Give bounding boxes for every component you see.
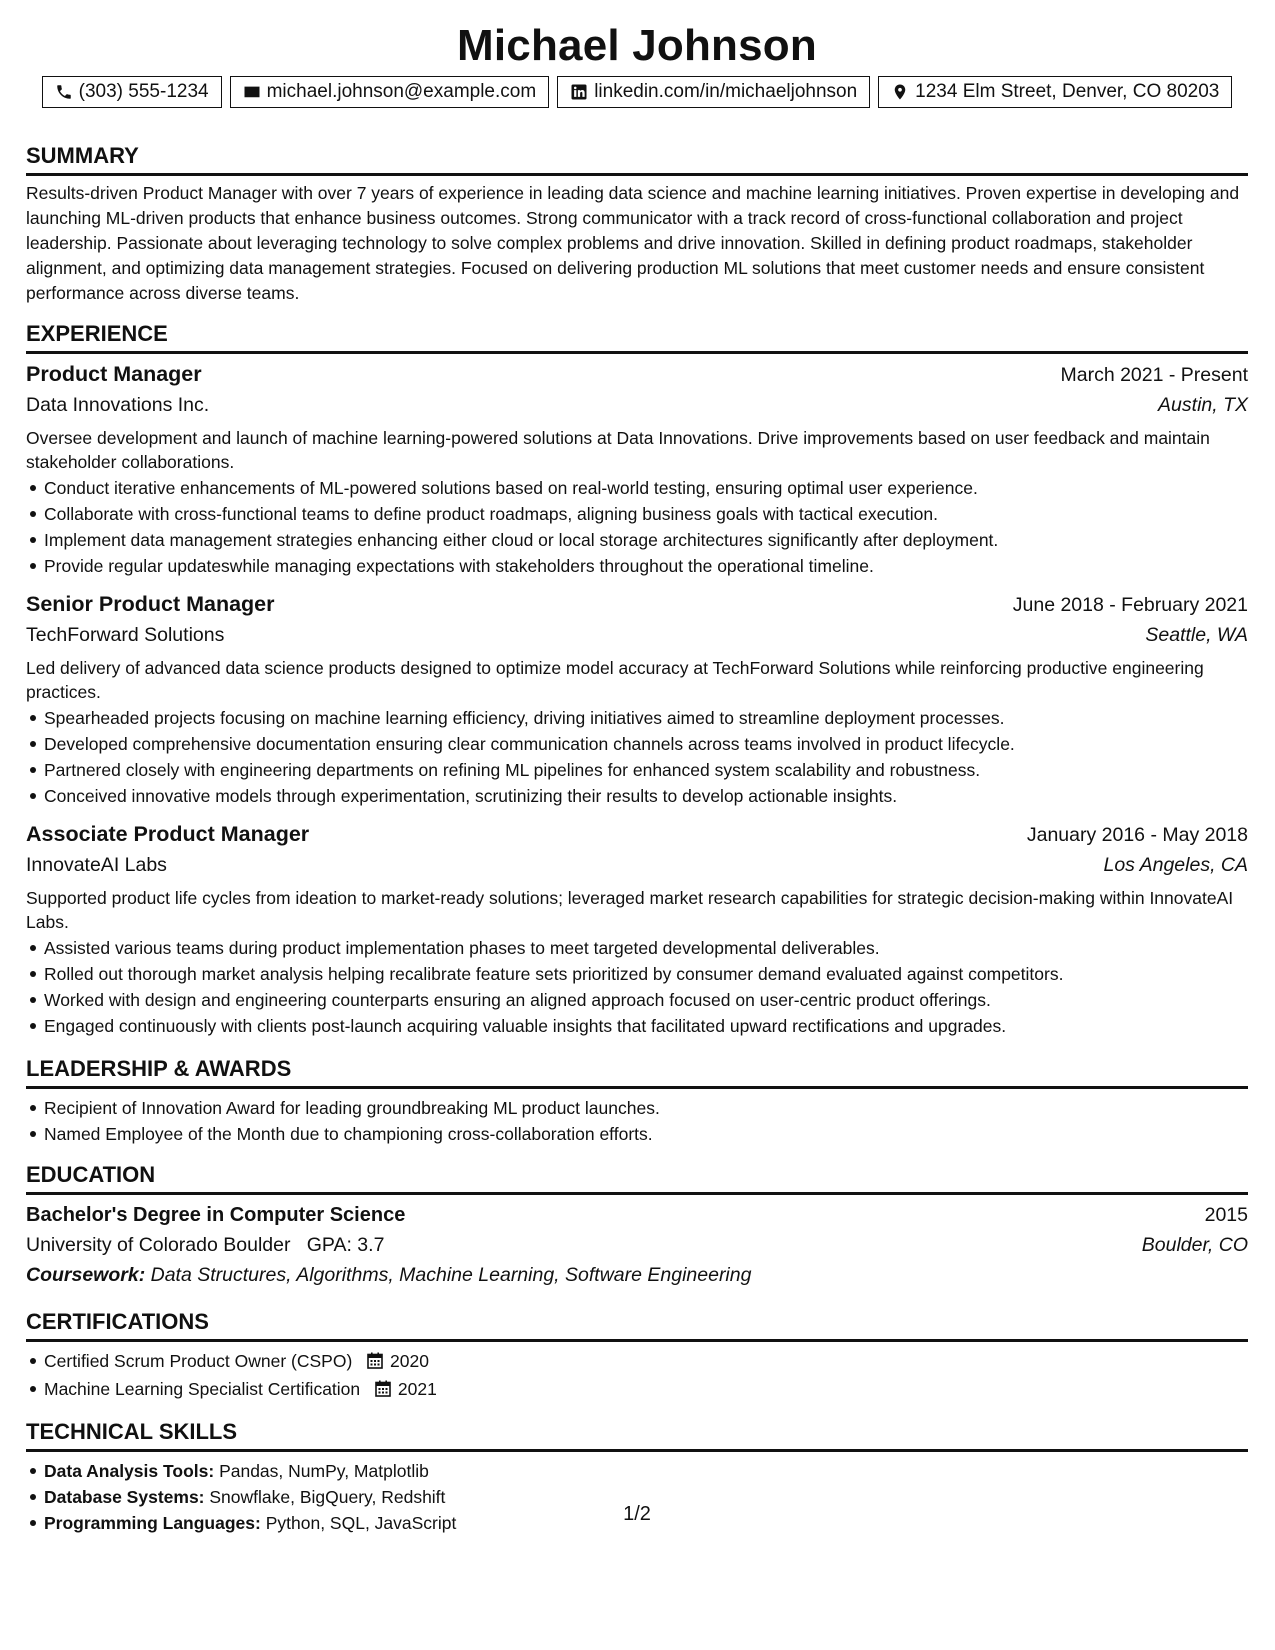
list-item: Implement data management strategies enhancing either cloud or local storage architectures significantly after deployment. bbox=[44, 527, 1248, 553]
coursework-text: Data Structures, Algorithms, Machine Learning, Software Engineering bbox=[150, 1264, 752, 1286]
list-item: Engaged continuously with clients post-launch acquiring valuable insights that facilitated upward rectifications and upgrades. bbox=[44, 1013, 1248, 1039]
skill-value: Pandas, NumPy, Matplotlib bbox=[219, 1461, 429, 1481]
list-item: Spearheaded projects focusing on machine learning efficiency, driving initiatives aimed to streamline deployment processes. bbox=[44, 705, 1248, 731]
job-location: Seattle, WA bbox=[1145, 624, 1248, 646]
job-title: Associate Product Manager bbox=[26, 822, 310, 846]
linkedin-icon bbox=[570, 83, 588, 101]
summary-text: Results-driven Product Manager with over 7 years of experience in leading data science and machine learning initiatives. Proven expertise in developing and launching ML-driven products that enhance business outcomes. Strong communicator with a track record of cross-functional collaboration and project leadership. Passionate about leveraging technology to solve complex problems and drive innovation. Skilled in defining product roadmaps, stakeholder alignment, and optimizing data management strategies. Focused on delivering production ML solutions that meet customer needs and ensure consistent performance across diverse teams. bbox=[26, 183, 1240, 303]
skill-label: Database Systems: bbox=[44, 1487, 205, 1507]
list-item: Developed comprehensive documentation ensuring clear communication channels across teams involved in product lifecycle. bbox=[44, 731, 1248, 757]
address-contact[interactable] bbox=[878, 76, 1232, 108]
graduation-year: 2015 bbox=[1204, 1204, 1248, 1226]
job-description: Oversee development and launch of machine learning-powered solutions at Data Innovations. Drive improvements based on user feedback and maintain stakeholder collaborations. bbox=[26, 428, 1210, 472]
job-entry bbox=[26, 819, 1248, 1039]
job-dates: March 2021 - Present bbox=[1060, 364, 1248, 386]
email-contact[interactable] bbox=[230, 76, 550, 108]
school-location: Boulder, CO bbox=[1141, 1234, 1248, 1256]
section-title: EXPERIENCE bbox=[26, 320, 1248, 354]
certifications-list bbox=[26, 1348, 1248, 1404]
list-item: Partnered closely with engineering departments on refining ML pipelines for enhanced system scalability and robustness. bbox=[44, 757, 1248, 783]
experience-section bbox=[26, 320, 1248, 1039]
company-name: InnovateAI Labs bbox=[26, 854, 167, 876]
certification-name: Certified Scrum Product Owner (CSPO) bbox=[44, 1351, 353, 1371]
page-number: 1/2 bbox=[623, 1503, 651, 1525]
leadership-section bbox=[26, 1055, 1248, 1147]
coursework-label: Coursework: bbox=[26, 1264, 146, 1286]
resume-page bbox=[26, 18, 1248, 1536]
school-line bbox=[26, 1230, 384, 1260]
company-name: TechForward Solutions bbox=[26, 624, 225, 646]
job-entry bbox=[26, 589, 1248, 809]
job-title: Product Manager bbox=[26, 362, 202, 386]
phone-contact[interactable] bbox=[42, 76, 222, 108]
section-title: EDUCATION bbox=[26, 1161, 1248, 1195]
section-title: SUMMARY bbox=[26, 142, 1248, 176]
job-dates: June 2018 - February 2021 bbox=[1012, 594, 1248, 616]
skill-value: Python, SQL, JavaScript bbox=[265, 1513, 457, 1533]
certifications-section bbox=[26, 1308, 1248, 1404]
map-marker-icon bbox=[891, 83, 909, 101]
list-item bbox=[44, 1458, 1248, 1484]
list-item bbox=[44, 1376, 1248, 1404]
job-title: Senior Product Manager bbox=[26, 592, 275, 616]
job-description: Led delivery of advanced data science products designed to optimize model accuracy at TechForward Solutions while reinforcing productive engineering practices. bbox=[26, 658, 1204, 702]
degree-title: Bachelor's Degree in Computer Science bbox=[26, 1204, 406, 1226]
skill-label: Data Analysis Tools: bbox=[44, 1461, 215, 1481]
envelope-icon bbox=[243, 83, 261, 101]
section-title: CERTIFICATIONS bbox=[26, 1308, 1248, 1342]
list-item: Named Employee of the Month due to championing cross-collaboration efforts. bbox=[44, 1121, 1248, 1147]
list-item: Worked with design and engineering counterparts ensuring an aligned approach focused on user-centric product offerings. bbox=[44, 987, 1248, 1013]
certification-year: 2021 bbox=[397, 1379, 437, 1399]
company-name: Data Innovations Inc. bbox=[26, 394, 210, 416]
list-item: Conduct iterative enhancements of ML-powered solutions based on real-world testing, ensuring optimal user experience. bbox=[44, 475, 1248, 501]
list-item bbox=[44, 1348, 1248, 1376]
job-location: Austin, TX bbox=[1158, 394, 1248, 416]
job-bullets bbox=[26, 705, 1248, 809]
email-text: michael.johnson@example.com bbox=[266, 81, 537, 102]
skill-value: Snowflake, BigQuery, Redshift bbox=[209, 1487, 446, 1507]
phone-icon bbox=[55, 83, 73, 101]
calendar-icon bbox=[375, 1378, 391, 1404]
certification-name: Machine Learning Specialist Certification bbox=[44, 1379, 361, 1399]
education-section bbox=[26, 1161, 1248, 1290]
section-title: LEADERSHIP & AWARDS bbox=[26, 1055, 1248, 1089]
certification-year: 2020 bbox=[390, 1351, 429, 1371]
address-text: 1234 Elm Street, Denver, CO 80203 bbox=[915, 81, 1220, 102]
summary-section bbox=[26, 142, 1248, 306]
candidate-name: Michael Johnson bbox=[457, 21, 817, 70]
gpa-value: GPA: 3.7 bbox=[306, 1234, 385, 1256]
list-item: Recipient of Innovation Award for leading groundbreaking ML product launches. bbox=[44, 1095, 1248, 1121]
school-name: University of Colorado Boulder bbox=[26, 1234, 291, 1256]
section-title: TECHNICAL SKILLS bbox=[26, 1418, 1248, 1452]
job-description: Supported product life cycles from ideation to market-ready solutions; leveraged market research capabilities for strategic decision-making within InnovateAI Labs. bbox=[26, 888, 1234, 932]
calendar-icon bbox=[367, 1350, 383, 1376]
list-item: Assisted various teams during product implementation phases to meet targeted developmental deliverables. bbox=[44, 935, 1248, 961]
phone-text: (303) 555-1234 bbox=[78, 81, 209, 102]
coursework-line bbox=[26, 1260, 1248, 1290]
list-item: Provide regular updateswhile managing expectations with stakeholders throughout the operational timeline. bbox=[44, 553, 1248, 579]
list-item: Conceived innovative models through experimentation, scrutinizing their results to develop actionable insights. bbox=[44, 783, 1248, 809]
job-dates: January 2016 - May 2018 bbox=[1026, 824, 1248, 846]
list-item: Collaborate with cross-functional teams to define product roadmaps, aligning business goals with tactical execution. bbox=[44, 501, 1248, 527]
job-location: Los Angeles, CA bbox=[1103, 854, 1248, 876]
list-item: Rolled out thorough market analysis helping recalibrate feature sets prioritized by consumer demand evaluated against competitors. bbox=[44, 961, 1248, 987]
linkedin-text: linkedin.com/in/michaeljohnson bbox=[594, 81, 858, 102]
skill-label: Programming Languages: bbox=[44, 1513, 261, 1533]
linkedin-contact[interactable] bbox=[557, 76, 870, 108]
contact-bar bbox=[26, 76, 1248, 108]
job-entry bbox=[26, 359, 1248, 579]
job-bullets bbox=[26, 475, 1248, 579]
job-bullets bbox=[26, 935, 1248, 1039]
awards-list bbox=[26, 1095, 1248, 1147]
